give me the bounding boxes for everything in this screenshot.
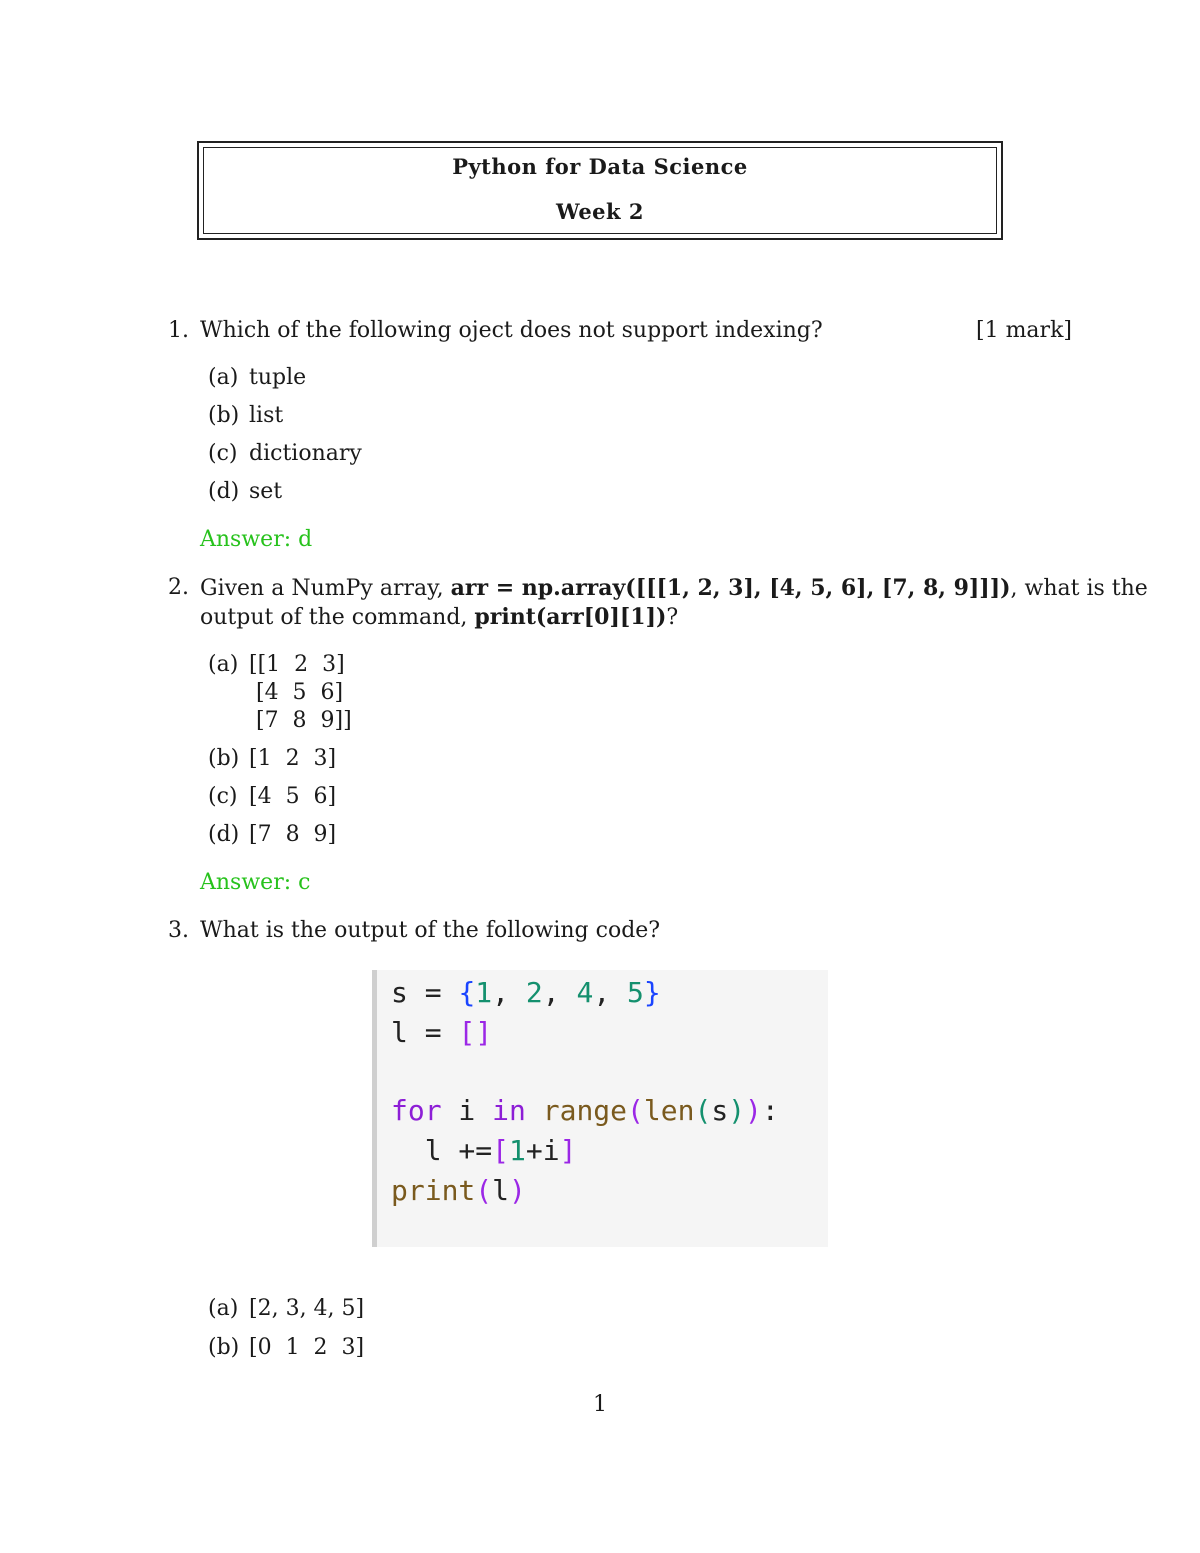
option-text: [2, 3, 4, 5] xyxy=(249,1296,365,1321)
option-label: (b) xyxy=(208,1335,240,1360)
code-block xyxy=(372,970,828,1247)
option-text: [0 1 2 3] xyxy=(249,1335,365,1360)
option-label: (c) xyxy=(208,784,238,809)
header-inner-border xyxy=(203,147,997,234)
question-text: ? xyxy=(666,605,679,630)
code-line: s = {1, 2, 4, 5} xyxy=(391,976,661,1009)
question-number: 1. xyxy=(168,318,189,343)
question-number: 3. xyxy=(168,918,189,943)
answer-text: Answer: d xyxy=(200,527,313,552)
question-text: , what is the xyxy=(1010,576,1148,601)
question-text: Which of the following oject does not support indexing? xyxy=(200,318,823,343)
question-text-line-2 xyxy=(200,604,678,630)
code-line: print(l) xyxy=(391,1174,526,1207)
option-text: tuple xyxy=(249,365,307,390)
header-box xyxy=(197,141,1003,240)
question-text: Given a NumPy array, xyxy=(200,576,451,601)
matrix-row: [[1 2 3] xyxy=(249,652,345,677)
question-marks: [1 mark] xyxy=(976,318,1072,343)
option-text: [4 5 6] xyxy=(249,784,337,809)
option-label: (a) xyxy=(208,365,239,390)
question-text: output of the command, xyxy=(200,605,475,630)
option-label: (d) xyxy=(208,479,240,504)
answer-text: Answer: c xyxy=(200,870,311,895)
document-subtitle: Week 2 xyxy=(555,199,645,224)
option-label: (a) xyxy=(208,652,239,677)
matrix-row: [7 8 9]] xyxy=(249,708,352,733)
option-text: list xyxy=(249,403,284,428)
option-text: [1 2 3] xyxy=(249,746,337,771)
option-text: [7 8 9] xyxy=(249,822,337,847)
code-line: for i in range(len(s)): xyxy=(391,1094,779,1127)
option-text: set xyxy=(249,479,283,504)
option-label: (c) xyxy=(208,441,238,466)
code-line: l +=[1+i] xyxy=(391,1134,577,1167)
question-text: What is the output of the following code? xyxy=(200,918,661,943)
option-label: (b) xyxy=(208,746,240,771)
option-label: (a) xyxy=(208,1296,239,1321)
array-expression: arr = np.array([[[1, 2, 3], [4, 5, 6], [7, 8, 9]]]) xyxy=(450,575,1011,601)
code-line: l = [] xyxy=(391,1016,493,1049)
page-number: 1 xyxy=(593,1392,607,1417)
question-number: 2. xyxy=(168,575,189,600)
option-label: (d) xyxy=(208,822,240,847)
option-text: dictionary xyxy=(249,441,362,466)
command-expression: print(arr[0][1]) xyxy=(474,604,667,630)
matrix-row: [4 5 6] xyxy=(249,680,344,705)
document-title: Python for Data Science xyxy=(452,154,748,179)
option-label: (b) xyxy=(208,403,240,428)
question-text-line-1 xyxy=(200,575,1148,601)
